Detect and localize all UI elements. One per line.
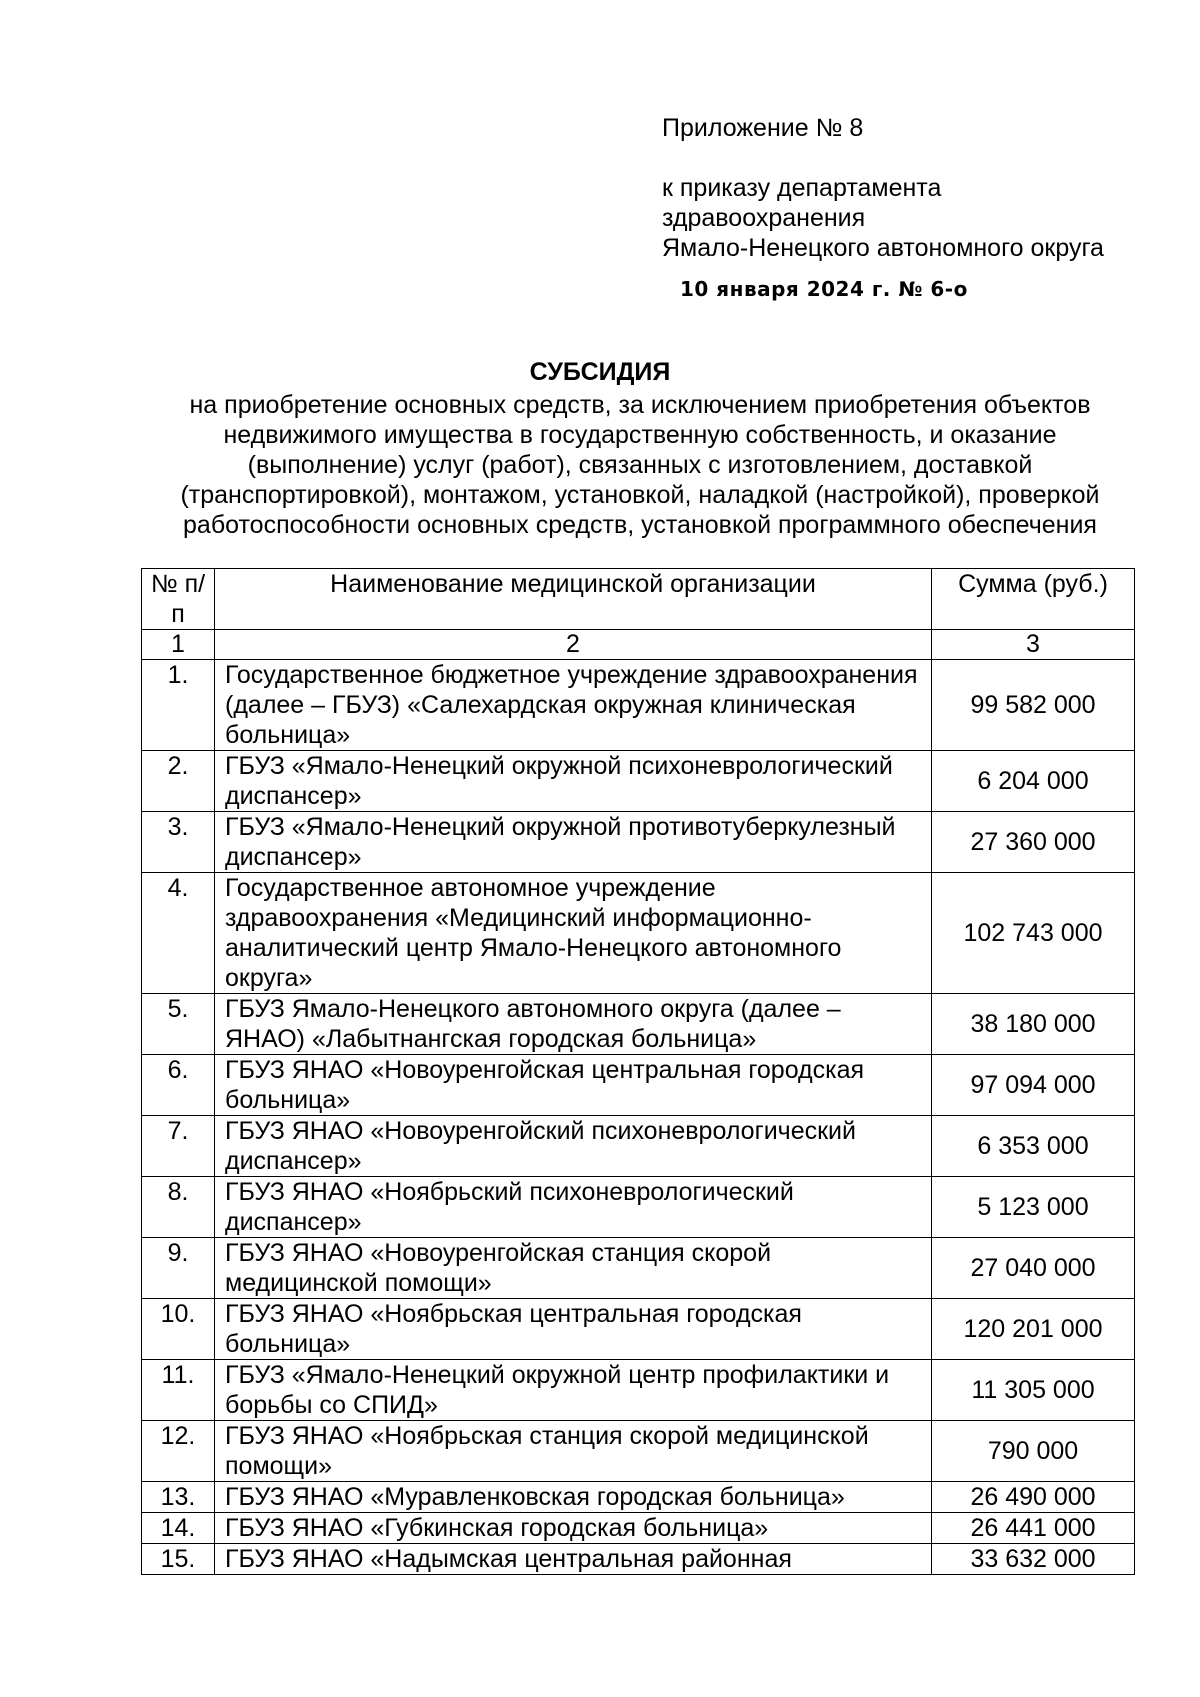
- table-row: [142, 1055, 1135, 1116]
- row-number: 13.: [142, 1482, 215, 1513]
- subsidy-amount: 5 123 000: [932, 1177, 1135, 1238]
- organization-name: ГБУЗ ЯНАО «Губкинская городская больница»: [215, 1513, 932, 1544]
- subsidy-amount: 38 180 000: [932, 994, 1135, 1055]
- organization-name: ГБУЗ «Ямало-Ненецкий окружной противотуберкулезный диспансер»: [215, 812, 932, 873]
- subsidy-amount: 120 201 000: [932, 1299, 1135, 1360]
- organization-name: Государственное автономное учреждение здравоохранения «Медицинский информационно-аналитический центр Ямало-Ненецкого автономного округа»: [215, 873, 932, 994]
- order-reference-line-2: здравоохранения: [662, 204, 866, 232]
- table-row: [142, 812, 1135, 873]
- table-body: [142, 660, 1135, 1575]
- subsidy-amount: 26 490 000: [932, 1482, 1135, 1513]
- index-cell: 3: [932, 630, 1135, 660]
- row-number: 11.: [142, 1360, 215, 1421]
- row-number: 3.: [142, 812, 215, 873]
- subtitle-line: недвижимого имущества в государственную собственность, и оказание: [223, 421, 1057, 449]
- subsidy-amount: 27 040 000: [932, 1238, 1135, 1299]
- table-header-row: [142, 569, 1135, 630]
- organization-name: ГБУЗ «Ямало-Ненецкий окружной центр профилактики и борьбы со СПИД»: [215, 1360, 932, 1421]
- table-row: [142, 1513, 1135, 1544]
- subsidy-amount: 102 743 000: [932, 873, 1135, 994]
- row-number: 12.: [142, 1421, 215, 1482]
- appendix-header: [662, 113, 1104, 263]
- subtitle-line: (транспортировкой), монтажом, установкой, наладкой (настройкой), проверкой: [180, 481, 1100, 509]
- appendix-number: Приложение № 8: [662, 114, 864, 142]
- subsidy-amount: 6 204 000: [932, 751, 1135, 812]
- subtitle-line: работоспособности основных средств, установкой программного обеспечения: [183, 511, 1097, 539]
- row-number: 5.: [142, 994, 215, 1055]
- subsidy-amount: 790 000: [932, 1421, 1135, 1482]
- table-row: [142, 1482, 1135, 1513]
- table-row: [142, 1177, 1135, 1238]
- subsidy-amount: 6 353 000: [932, 1116, 1135, 1177]
- subsidy-amount: 11 305 000: [932, 1360, 1135, 1421]
- row-number: 7.: [142, 1116, 215, 1177]
- organization-name: ГБУЗ ЯНАО «Новоуренгойская станция скорой медицинской помощи»: [215, 1238, 932, 1299]
- organization-name: ГБУЗ ЯНАО «Новоуренгойская центральная городская больница»: [215, 1055, 932, 1116]
- subsidy-amount: 26 441 000: [932, 1513, 1135, 1544]
- header-number: № п/п: [142, 569, 215, 630]
- row-number: 4.: [142, 873, 215, 994]
- index-cell: 1: [142, 630, 215, 660]
- row-number: 10.: [142, 1299, 215, 1360]
- table-row: [142, 751, 1135, 812]
- header-organization: Наименование медицинской организации: [215, 569, 932, 630]
- table-row: [142, 1116, 1135, 1177]
- row-number: 1.: [142, 660, 215, 751]
- subsidy-amount: 99 582 000: [932, 660, 1135, 751]
- table-row: [142, 660, 1135, 751]
- order-reference-line-1: к приказу департамента: [662, 174, 942, 202]
- organization-name: Государственное бюджетное учреждение здравоохранения (далее – ГБУЗ) «Салехардская окружная клиническая больница»: [215, 660, 932, 751]
- organization-name: ГБУЗ ЯНАО «Муравленковская городская больница»: [215, 1482, 932, 1513]
- row-number: 15.: [142, 1544, 215, 1575]
- table-index-row: [142, 630, 1135, 660]
- organization-name: ГБУЗ ЯНАО «Надымская центральная районная: [215, 1544, 932, 1575]
- row-number: 14.: [142, 1513, 215, 1544]
- subsidy-table: [141, 568, 1135, 1575]
- table-row: [142, 1360, 1135, 1421]
- subtitle-line: на приобретение основных средств, за исключением приобретения объектов: [189, 391, 1091, 419]
- organization-name: ГБУЗ ЯНАО «Ноябрьская центральная городская больница»: [215, 1299, 932, 1360]
- document-subtitle: [140, 390, 1140, 540]
- subtitle-line: (выполнение) услуг (работ), связанных с изготовлением, доставкой: [247, 451, 1033, 479]
- organization-name: ГБУЗ «Ямало-Ненецкий окружной психоневрологический диспансер»: [215, 751, 932, 812]
- row-number: 9.: [142, 1238, 215, 1299]
- organization-name: ГБУЗ Ямало-Ненецкого автономного округа (далее – ЯНАО) «Лабытнангская городская больница»: [215, 994, 932, 1055]
- index-cell: 2: [215, 630, 932, 660]
- table-row: [142, 1299, 1135, 1360]
- row-number: 2.: [142, 751, 215, 812]
- table-row: [142, 994, 1135, 1055]
- subsidy-amount: 27 360 000: [932, 812, 1135, 873]
- subsidy-amount: 97 094 000: [932, 1055, 1135, 1116]
- order-reference-line-3: Ямало-Ненецкого автономного округа: [662, 234, 1104, 262]
- document-title: СУБСИДИЯ: [529, 358, 671, 386]
- row-number: 6.: [142, 1055, 215, 1116]
- header-sum: Сумма (руб.): [932, 569, 1135, 630]
- table-row: [142, 1544, 1135, 1575]
- row-number: 8.: [142, 1177, 215, 1238]
- order-date-stamp: 10 января 2024 г. № 6-о: [680, 277, 968, 301]
- organization-name: ГБУЗ ЯНАО «Ноябрьская станция скорой медицинской помощи»: [215, 1421, 932, 1482]
- table-row: [142, 873, 1135, 994]
- spacer: [662, 143, 1104, 173]
- table-row: [142, 1421, 1135, 1482]
- subsidy-amount: 33 632 000: [932, 1544, 1135, 1575]
- organization-name: ГБУЗ ЯНАО «Ноябрьский психоневрологический диспансер»: [215, 1177, 932, 1238]
- organization-name: ГБУЗ ЯНАО «Новоуренгойский психоневрологический диспансер»: [215, 1116, 932, 1177]
- table-row: [142, 1238, 1135, 1299]
